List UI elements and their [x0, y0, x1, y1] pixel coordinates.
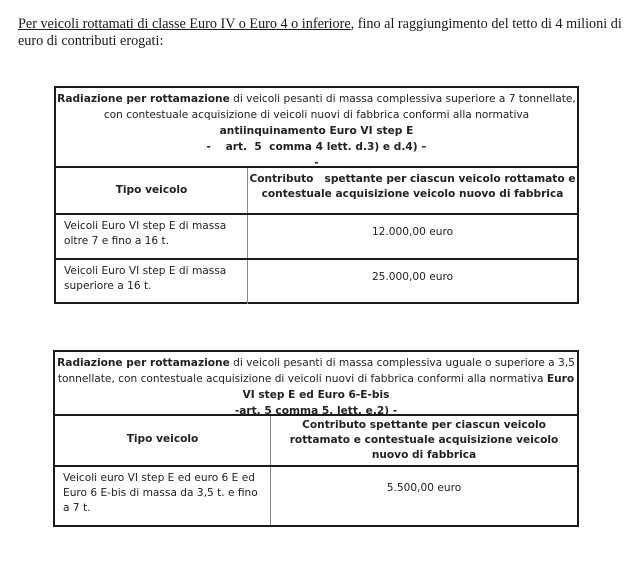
table-row [55, 467, 577, 525]
intro-text: , fino al raggiungimento del tetto di 4 milioni di euro di contributi erogati: [18, 16, 622, 49]
caption-reference: - art. 5 comma 4 lett. d.3) e d.4) – [206, 141, 427, 153]
caption-norm: antiinquinamento Euro VI step E [219, 125, 414, 137]
table-caption [56, 88, 577, 168]
header-contribution: Contributo spettante per ciascun veicolo rottamato e contestuale acquisizione veicolo nuovo di fabbrica [249, 173, 580, 200]
table-header-row [55, 416, 577, 467]
caption-norm: Euro VI step E ed Euro 6-E-bis [242, 373, 575, 401]
table-row [56, 215, 577, 260]
caption-reference: -art. 5 comma 5, lett. e.2) - [234, 405, 398, 417]
vehicle-type-cell: Veicoli Euro VI step E di massa oltre 7 e fino a 16 t. [56, 215, 248, 258]
caption-bold: Radiazione per rottamazione [57, 357, 230, 369]
contribution-cell: 25.000,00 euro [371, 271, 454, 283]
caption-text: di veicoli pesanti di massa complessiva superiore a 7 tonnellate, con contestuale acquisizione di veicoli nuovi di fabbrica conformi alla normativa [103, 93, 576, 121]
caption-text: di veicoli pesanti di massa complessiva uguale o superiore a 3,5 tonnellate, con contestuale acquisizione di veicoli nuovi di fabbrica conformi alla normativa [57, 357, 575, 385]
caption-bold: Radiazione per rottamazione [57, 93, 230, 105]
table-caption [55, 352, 577, 416]
table-row [56, 260, 577, 304]
contribution-table-medium-vehicles [53, 350, 579, 527]
header-contribution: Contributo spettante per ciascun veicolo rottamato e contestuale acquisizione veicolo nuovo di fabbrica [289, 419, 559, 461]
contribution-cell: 5.500,00 euro [386, 482, 462, 494]
contribution-table-heavy-vehicles [54, 86, 579, 304]
vehicle-type-cell: Veicoli euro VI step E ed euro 6 E ed Euro 6 E-bis di massa da 3,5 t. e fino a 7 t. [55, 467, 271, 525]
vehicle-type-cell: Veicoli Euro VI step E di massa superiore a 16 t. [56, 260, 248, 304]
contribution-cell: 12.000,00 euro [371, 226, 454, 238]
header-vehicle-type: Tipo veicolo [56, 168, 248, 213]
intro-underlined-text: Per veicoli rottamati di classe Euro IV o Euro 4 o inferiore [18, 16, 351, 32]
header-vehicle-type: Tipo veicolo [55, 416, 271, 465]
table-header-row [56, 168, 580, 215]
caption-dash: - [314, 157, 319, 169]
intro-paragraph [18, 16, 628, 50]
